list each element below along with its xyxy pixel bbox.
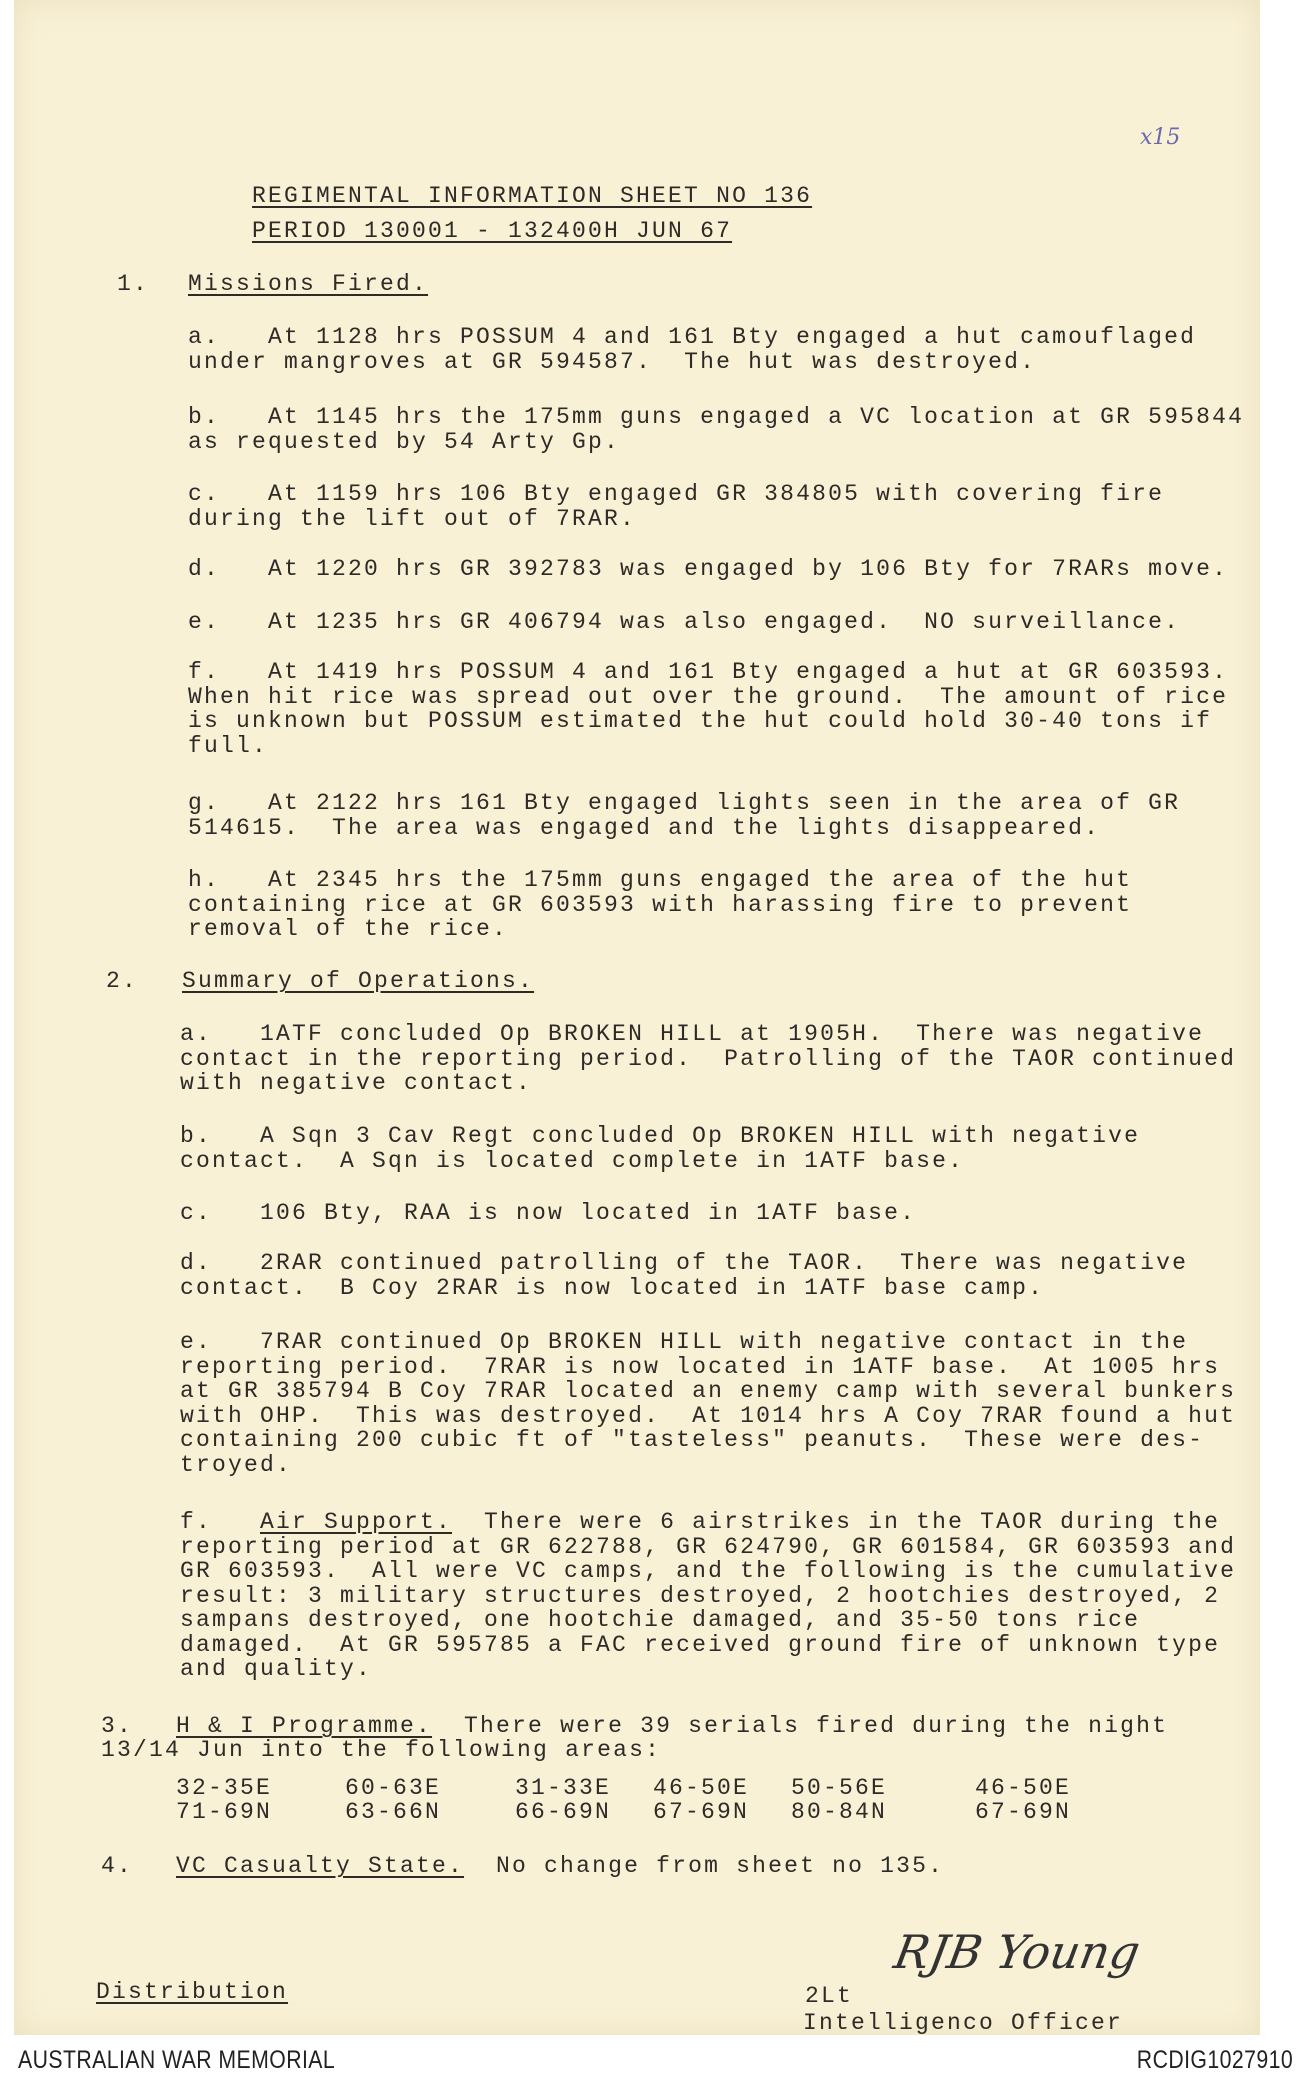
grid-reference: 67-69N xyxy=(653,1799,750,1825)
hi-paragraph xyxy=(176,1714,1168,1739)
casualty-paragraph xyxy=(176,1854,944,1879)
grid-reference: 60-63E xyxy=(345,1775,442,1801)
air-support-paragraph xyxy=(180,1510,1220,1535)
grid-reference: 67-69N xyxy=(975,1799,1072,1825)
grid-reference: 32-35E xyxy=(176,1775,273,1801)
signature: RJB Young xyxy=(890,1925,1145,1979)
watermark-left: AUSTRALIAN WAR MEMORIAL xyxy=(17,2046,336,2074)
paragraph-line: 13/14 Jun into the following areas: xyxy=(101,1737,662,1763)
paragraph-line: c. 106 Bty, RAA is now located in 1ATF base. xyxy=(180,1200,917,1226)
grid-reference: 66-69N xyxy=(515,1799,612,1825)
section-number: 3. xyxy=(101,1713,134,1739)
grid-reference: 31-33E xyxy=(515,1775,612,1801)
paragraph-line: reporting period at GR 622788, GR 624790, GR 601584, GR 603593 and xyxy=(180,1533,1237,1560)
paragraph-line: troyed. xyxy=(180,1451,293,1478)
paragraph-line: d. 2RAR continued patrolling of the TAOR. There was negative xyxy=(180,1250,1189,1276)
paragraph-line: There were 6 airstrikes in the TAOR during the xyxy=(452,1509,1221,1535)
paragraph-line: as requested by 54 Arty Gp. xyxy=(188,428,621,455)
paragraph-line: full. xyxy=(188,732,269,759)
paragraph-line: b. A Sqn 3 Cav Regt concluded Op BROKEN HILL with negative xyxy=(180,1123,1141,1149)
paragraph-line: f. At 1419 hrs POSSUM 4 and 161 Bty engaged a hut at GR 603593. xyxy=(188,659,1229,685)
paragraph-line: a. 1ATF concluded Op BROKEN HILL at 1905H. There was negative xyxy=(180,1021,1205,1047)
paragraph-line: c. At 1159 hrs 106 Bty engaged GR 384805 with covering fire xyxy=(188,481,1165,507)
page-number-mark: x15 xyxy=(1140,125,1181,150)
section-number: 4. xyxy=(101,1853,134,1879)
signatory-role: Intelligenco Officer xyxy=(803,2010,1124,2036)
paragraph-line: sampans destroyed, one hootchie damaged, and 35-50 tons rice xyxy=(180,1607,1141,1633)
paragraph-line: b. At 1145 hrs the 175mm guns engaged a VC location at GR 595844 xyxy=(188,404,1245,430)
paragraph-line: with OHP. This was destroyed. At 1014 hrs A Coy 7RAR found a hut xyxy=(180,1402,1237,1429)
grid-reference: 80-84N xyxy=(791,1799,888,1825)
paragraph-line: When hit rice was spread out over the ground. The amount of rice xyxy=(188,683,1229,710)
document-title: REGIMENTAL INFORMATION SHEET NO 136 xyxy=(252,183,813,209)
paragraph-line: g. At 2122 hrs 161 Bty engaged lights seen in the area of GR xyxy=(188,790,1181,816)
watermark-right: RCDIG1027910 xyxy=(1136,2046,1294,2074)
paragraph-line: with negative contact. xyxy=(180,1070,533,1096)
paragraph-line: There were 39 serials fired during the night xyxy=(432,1713,1169,1739)
paragraph-line: d. At 1220 hrs GR 392783 was engaged by 106 Bty for 7RARs move. xyxy=(188,556,1229,582)
paragraph-line: GR 603593. All were VC camps, and the following is the cumulative xyxy=(180,1558,1237,1584)
paragraph-line: damaged. At GR 595785 a FAC received ground fire of unknown type xyxy=(180,1631,1221,1658)
signatory-rank: 2Lt xyxy=(805,1983,854,2009)
section-heading: Missions Fired. xyxy=(188,271,429,297)
paragraph-line: is unknown but POSSUM estimated the hut could hold 30-40 tons if xyxy=(188,708,1213,734)
paragraph-line: a. At 1128 hrs POSSUM 4 and 161 Bty engaged a hut camouflaged xyxy=(188,324,1197,350)
paragraph-line: e. 7RAR continued Op BROKEN HILL with negative contact in the xyxy=(180,1329,1189,1355)
paragraph-line: containing 200 cubic ft of "tasteless" peanuts. These were des- xyxy=(180,1427,1205,1453)
document-period: PERIOD 130001 - 132400H JUN 67 xyxy=(252,218,733,244)
section-heading: VC Casualty State. xyxy=(176,1853,465,1879)
section-heading: Summary of Operations. xyxy=(182,968,535,994)
item-letter: f. xyxy=(180,1509,261,1535)
paragraph-line: result: 3 military structures destroyed, 2 hootchies destroyed, 2 xyxy=(180,1582,1221,1609)
paragraph-line: under mangroves at GR 594587. The hut was destroyed. xyxy=(188,348,1037,375)
paragraph-line: No change from sheet no 135. xyxy=(464,1853,945,1879)
grid-reference: 46-50E xyxy=(653,1775,750,1801)
paragraph-line: and quality. xyxy=(180,1656,373,1682)
grid-reference: 63-66N xyxy=(345,1799,442,1825)
paragraph-line: removal of the rice. xyxy=(188,916,509,942)
grid-reference: 71-69N xyxy=(176,1799,273,1825)
section-number: 2. xyxy=(106,968,139,994)
grid-reference: 46-50E xyxy=(975,1775,1072,1801)
paragraph-line: e. At 1235 hrs GR 406794 was also engaged. NO surveillance. xyxy=(188,609,1181,635)
paragraph-line: contact in the reporting period. Patrolling of the TAOR continued xyxy=(180,1045,1237,1072)
section-heading: H & I Programme. xyxy=(176,1713,433,1739)
paragraph-line: contact. B Coy 2RAR is now located in 1ATF base camp. xyxy=(180,1274,1045,1301)
paragraph-line: 514615. The area was engaged and the lights disappeared. xyxy=(188,814,1101,841)
paragraph-line: reporting period. 7RAR is now located in 1ATF base. At 1005 hrs xyxy=(180,1353,1221,1380)
paragraph-line: contact. A Sqn is located complete in 1ATF base. xyxy=(180,1147,965,1174)
section-number: 1. xyxy=(117,271,150,297)
paragraph-line: h. At 2345 hrs the 175mm guns engaged the area of the hut xyxy=(188,867,1133,893)
paragraph-line: during the lift out of 7RAR. xyxy=(188,505,637,532)
air-support-heading: Air Support. xyxy=(260,1509,453,1535)
distribution-label: Distribution xyxy=(96,1979,289,2005)
grid-reference: 50-56E xyxy=(791,1775,888,1801)
paragraph-line: at GR 385794 B Coy 7RAR located an enemy camp with several bunkers xyxy=(180,1378,1237,1404)
paragraph-line: containing rice at GR 603593 with harassing fire to prevent xyxy=(188,891,1133,918)
